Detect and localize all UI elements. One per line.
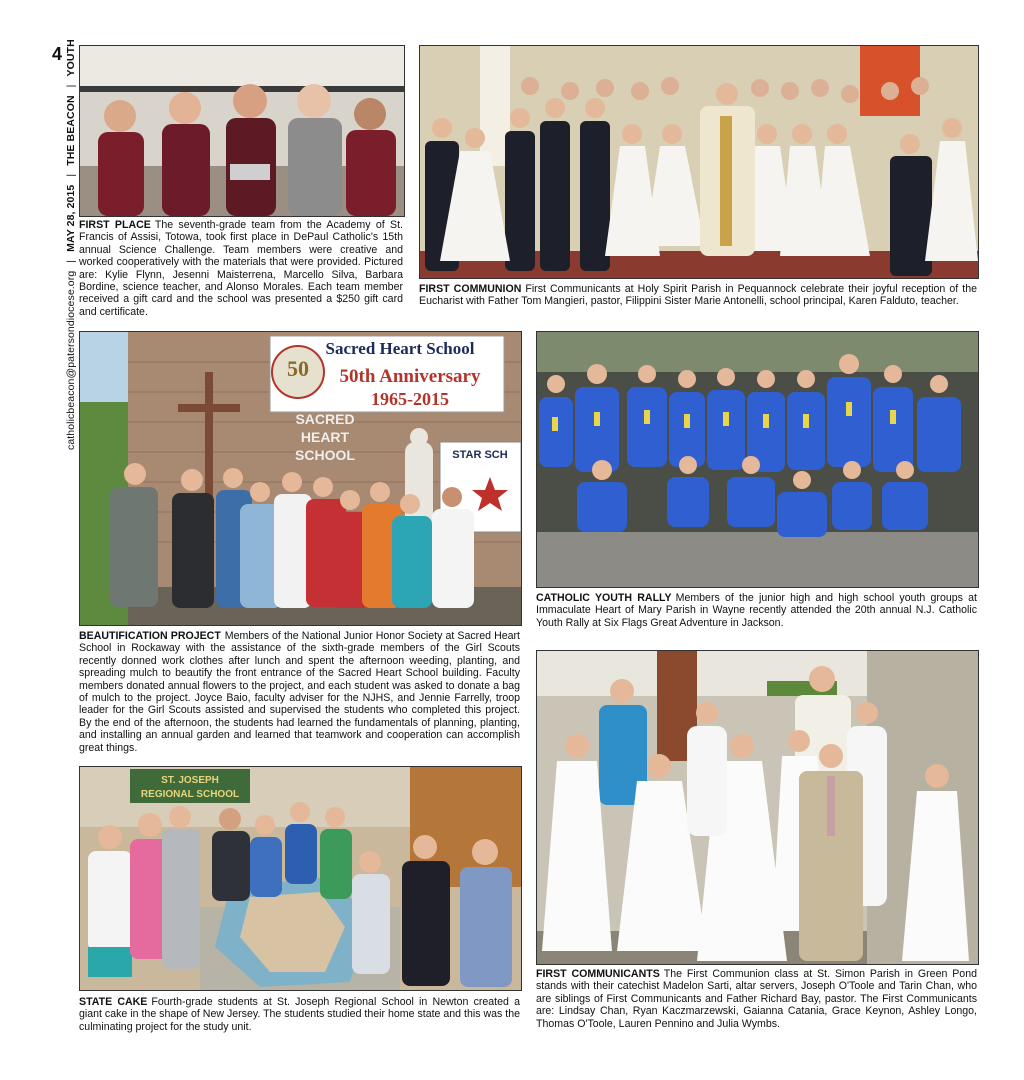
state-cake-body: Fourth-grade students at St. Joseph Regional School in Newton created a giant cake in the shape of New Jersey. The students studied their home state and this was the culminating project for the study unit. (79, 996, 520, 1033)
first-place-photo (79, 45, 405, 217)
rail-publication: THE BEACON (65, 95, 77, 166)
youth-rally-caption (536, 592, 977, 629)
rail-date: MAY 28, 2015 (65, 184, 77, 252)
beautification-headline: BEAUTIFICATION PROJECT (79, 630, 221, 642)
st-joseph-sign-line2: REGIONAL SCHOOL (140, 789, 240, 800)
wall-sign-line3: SCHOOL (295, 447, 355, 463)
rail-section: YOUTH (65, 39, 77, 77)
beautification-photo (79, 331, 522, 626)
beautification-body: Members of the National Junior Honor Society at Sacred Heart School in Rockaway with the assistance of the sixth-grade members of the Girl Scouts recently donned work clothes after lunch and spent the afternoon weeding, planting, and spreading mulch to beautify the front entrance of the Sacred Heart School building. Faculty members donated annual flowers to the project, and each student was asked to donate a bag of mulch to the project. Joyce Baio, faculty adviser for the NJHS, and Jennie Farrelly, troop leader for the Girl Scouts assisted and supervised the students who completed this project. By the end of the afternoon, the students had learned the fundamentals of planning, planting, and installing an annual garden and learned that teamwork and cooperation can accomplish great things. (79, 630, 520, 754)
page-number: 4 (52, 44, 63, 64)
first-communion-body: First Communicants at Holy Spirit Parish in Pequannock celebrate their joyful reception of the Eucharist with Father Tom Mangieri, pastor, Filippini Sister Marie Antonelli, school principal, Karen Falduto, teacher. (419, 283, 977, 308)
first-place-caption (79, 219, 403, 318)
wall-sign-line1: SACRED (295, 411, 355, 427)
beautification-caption (79, 630, 520, 754)
first-communion-headline: FIRST COMMUNION (419, 283, 522, 295)
first-communicants-headline: FIRST COMMUNICANTS (536, 968, 660, 980)
first-communicants-photo (536, 650, 979, 965)
first-communicants-caption (536, 968, 977, 1030)
rail-email: catholicbeacon@patersondiocese.org (65, 270, 77, 450)
youth-rally-photo (536, 331, 979, 588)
banner-title: Sacred Heart School (325, 339, 475, 358)
side-rail: catholicbeacon@patersondiocese.org | MAY 28, 2015 | THE BEACON | YOUTH (65, 39, 77, 450)
state-cake-caption (79, 996, 520, 1033)
star-school-sign: STAR SCH (452, 449, 508, 461)
first-communion-caption (419, 283, 977, 308)
st-joseph-sign-line1: ST. JOSEPH (161, 775, 219, 786)
state-cake-photo (79, 766, 522, 991)
banner-logo-number: 50 (287, 356, 309, 381)
first-place-body: The seventh-grade team from the Academy of St. Francis of Assisi, Totowa, took first place in DePaul Catholic's 15th annual Science Challenge. Team members were creative and worked cooperatively with the materials that were provided. Pictured are: Kylie Flynn, Jesenni Maisterrena, Marcello Silva, Barbara Bordine, science teacher, and Alonso Morales. Each team member received a gift card and the school was presented a $250 gift card and certificate. (79, 219, 403, 318)
youth-rally-body: Members of the junior high and high school youth groups at Immaculate Heart of Mary Parish in Wayne recently attended the 20th annual N.J. Catholic Youth Rally at Six Flags Great Adventure in Jackson. (536, 592, 977, 629)
banner-subtitle: 50th Anniversary (339, 366, 481, 387)
first-communion-photo (419, 45, 979, 279)
banner-years: 1965-2015 (371, 389, 449, 409)
wall-sign-line2: HEART (300, 429, 350, 445)
first-communicants-body: The First Communion class at St. Simon Parish in Green Pond stands with their catechist Madelon Sarti, altar servers, Joseph O'Toole and Tarin Chan, who are siblings of First Communicants and Father Richard Bay, pastor. The First Communicants are: Lindsay Chan, Ryan Kaczmarzewski, Gaianna Catania, Grace Keynon, Ashley Longo, Thomas O'Toole, Lauren Pennino and Julia Wymbs. (536, 968, 977, 1030)
youth-rally-headline: CATHOLIC YOUTH RALLY (536, 592, 672, 604)
first-place-headline: FIRST PLACE (79, 219, 151, 231)
state-cake-headline: STATE CAKE (79, 996, 148, 1008)
